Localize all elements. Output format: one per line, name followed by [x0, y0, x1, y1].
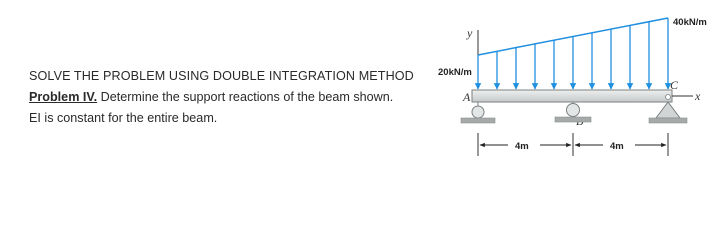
support-b — [555, 102, 591, 122]
support-b-roller — [567, 104, 580, 117]
distributed-load — [478, 18, 668, 89]
problem-statement: Determine the support reactions of the beam shown. — [100, 90, 394, 104]
support-c-triangle — [656, 102, 680, 118]
support-b-ground — [555, 117, 591, 122]
problem-label: Problem IV. — [29, 90, 98, 104]
load-label-right: 40kN/m — [673, 17, 707, 28]
span-bc-label: 4m — [610, 141, 624, 152]
support-c-ground — [649, 118, 687, 123]
span-ab-label: 4m — [515, 141, 529, 152]
problem-note: EI is constant for the entire beam. — [29, 111, 218, 125]
dimension-lines — [478, 133, 668, 156]
support-a-roller — [472, 106, 484, 118]
x-axis-label: x — [695, 89, 701, 103]
support-a — [461, 102, 495, 123]
point-a-label: A — [463, 90, 471, 104]
problem-heading: SOLVE THE PROBLEM USING DOUBLE INTEGRATION METHOD — [29, 69, 414, 83]
point-c-label: C — [670, 78, 679, 92]
beam — [472, 90, 672, 102]
support-c-pin — [666, 95, 671, 100]
y-axis-label: y — [467, 26, 473, 40]
load-label-left: 20kN/m — [438, 67, 472, 78]
support-a-ground — [461, 118, 495, 123]
